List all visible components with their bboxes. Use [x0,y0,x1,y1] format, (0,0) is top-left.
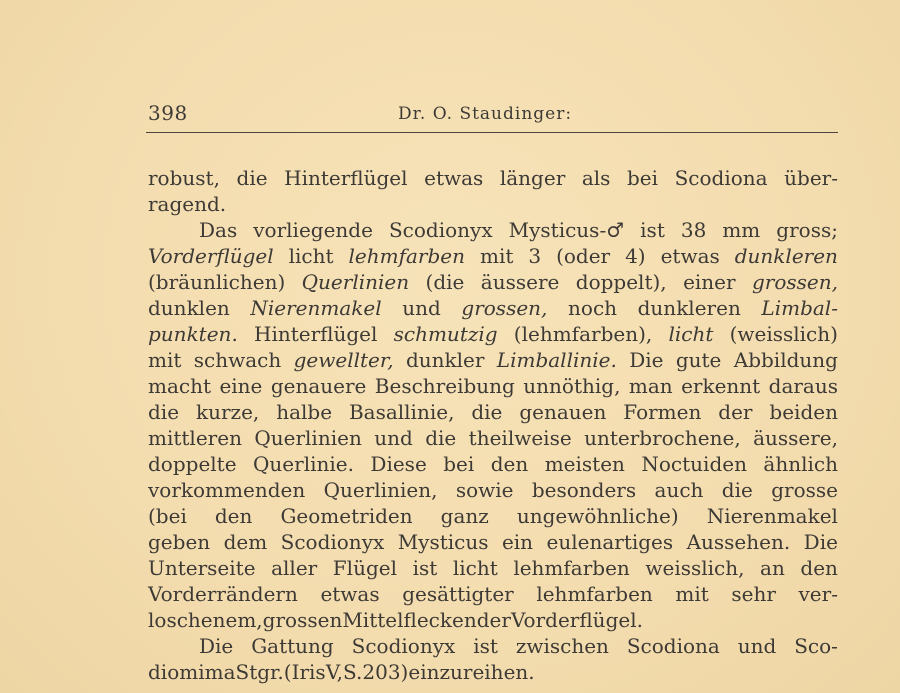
word: Hinterflügel [254,322,378,346]
text-line [148,529,838,555]
word: doppelte [148,452,237,476]
word: Basallinie, [348,400,455,424]
italic-word: schmutzig [393,322,498,346]
word: noch [568,296,618,320]
word: licht [288,244,334,268]
italic-word: Vorderflügel [148,244,274,268]
word: weisslich, [645,556,745,580]
word: mit [675,582,709,606]
word: Das [199,218,238,242]
word: die [236,166,268,190]
word: länger [499,166,566,190]
word: ganz [440,504,489,528]
word: erkennt [681,374,761,398]
word: Gattung [251,634,334,658]
page-header [148,101,838,125]
word: einer [683,270,736,294]
word: etwas [320,582,380,606]
text-line [148,243,838,269]
word: der [718,400,753,424]
word: sowie [455,478,514,502]
word: beiden [769,400,838,424]
word: bei [443,452,475,476]
word: mittleren [148,426,242,450]
word: die [471,400,503,424]
word: Mysticus [397,530,489,554]
word: den [490,452,529,476]
header-rule [146,132,838,133]
word: ist [473,634,498,658]
word: äussere [480,270,560,294]
word: (Iris [283,660,326,684]
word: (weisslich) [729,322,838,346]
word: bei [626,166,659,190]
word: Scodionyx [351,634,456,658]
word: ist [412,556,438,580]
running-head: Dr. O. Staudinger: [398,104,573,124]
word: theilweise [468,426,572,450]
word: vorkommenden [148,478,306,502]
word: sehr [731,582,776,606]
word: (oder [556,244,611,268]
word: gesättigter [402,582,514,606]
word: Sco- [794,634,838,658]
word: Scodiona [674,166,768,190]
page-number: 398 [148,101,188,125]
text-line [148,581,838,607]
word: Noctuiden [641,452,747,476]
italic-word: punkten. [148,322,238,346]
word: dem [223,530,268,554]
italic-word: licht [668,322,714,346]
text-line [148,451,838,477]
text-line [148,295,838,321]
word: die [721,478,753,502]
word: vorliegende [253,218,373,242]
word: aller [271,556,318,580]
word: diomima [148,660,236,684]
text-line [148,217,838,243]
word: ähnlich [763,452,838,476]
word: Vorderrändern [148,582,298,606]
word: meisten [544,452,625,476]
word: eulenartiges [546,530,674,554]
word: die [148,400,180,424]
text-line [148,555,838,581]
word: Abbildung [733,348,838,372]
word: eine [219,374,263,398]
word: äussere, [753,426,838,450]
word: über- [784,166,838,190]
word: mit [479,244,514,268]
word: halbe [276,400,333,424]
italic-word: Limballinie. [496,348,617,372]
italic-word: dunkleren [734,244,838,268]
word: einzureihen. [408,660,535,684]
word: als [581,166,611,190]
word: Formen [623,400,702,424]
word: etwas [424,166,484,190]
word: (die [425,270,465,294]
word: 38 [680,218,707,242]
text-line [148,477,838,503]
word: S. [343,660,363,684]
word: an [760,556,785,580]
word: auch [654,478,704,502]
word: Diese [370,452,427,476]
word: Scodionyx [280,530,385,554]
word: (bräunlichen) [148,270,286,294]
word: Mittelflecken [342,608,477,632]
word: und [374,426,413,450]
word: zwischen [515,634,609,658]
italic-word: gewellter, [293,348,394,372]
word: Scodiona [626,634,720,658]
word: dunkleren [637,296,741,320]
word: unnöthig, [523,374,621,398]
word: robust, [148,166,220,190]
word: Flügel [332,556,397,580]
word: schwach [193,348,282,372]
word: geben [148,530,211,554]
word: Nierenmakel [706,504,838,528]
word: doppelt), [575,270,667,294]
word: Unterseite [148,556,256,580]
word: Querlinien, [323,478,438,502]
word: Die [803,530,838,554]
word: der [476,608,511,632]
word: Die [199,634,234,658]
word: die [425,426,457,450]
word: und [737,634,777,658]
word: kurze, [195,400,260,424]
word: Querlinien [254,426,362,450]
italic-word: Limbal- [761,296,838,320]
word: dunklen [148,296,230,320]
word: dunkler [405,348,485,372]
text-line [148,425,838,451]
word: Die [629,348,664,372]
word: Querlinie. [253,452,354,476]
text-line [148,659,838,685]
body-text [148,165,838,685]
italic-word: Nierenmakel [250,296,382,320]
word: genauen [519,400,607,424]
word: loschenem, [148,608,263,632]
text-line [148,607,838,633]
word: und [402,296,441,320]
word: mm [722,218,761,242]
word: genauere [270,374,367,398]
word: (bei [148,504,187,528]
word: Mysticus-♂ [508,218,625,242]
word: man [628,374,673,398]
word: licht [452,556,498,580]
italic-word: grossen, [461,296,548,320]
word: lehmfarben [513,556,630,580]
text-line [148,191,838,217]
word: ver- [798,582,838,606]
word: grossen [262,608,343,632]
text-line [148,373,838,399]
word: Beschreibung [374,374,515,398]
word: grosse [771,478,838,502]
word: ist [640,218,665,242]
italic-word: lehmfarben [348,244,466,268]
word: V, [325,660,344,684]
word: Geometriden [280,504,413,528]
word: mit [148,348,182,372]
word: den [800,556,838,580]
word: ragend. [148,192,227,216]
word: Hinterflügel [284,166,408,190]
text-line [148,321,838,347]
word: Vorderflügel. [510,608,643,632]
word: daraus [768,374,838,398]
text-line [148,399,838,425]
word: gross; [776,218,838,242]
word: macht [148,374,212,398]
word: 4) [625,244,646,268]
text-line [148,269,838,295]
italic-word: grossen, [751,270,838,294]
word: besonders [531,478,637,502]
word: ungewöhnliche) [516,504,679,528]
word: 3 [528,244,542,268]
word: ein [501,530,534,554]
word: den [214,504,253,528]
word: unterbrochene, [584,426,741,450]
italic-word: Querlinien [301,270,410,294]
word: Aussehen. [686,530,791,554]
word: 203) [362,660,409,684]
word: Stgr. [235,660,284,684]
word: etwas [660,244,720,268]
word: gute [675,348,722,372]
text-line [148,165,838,191]
word: Scodionyx [388,218,493,242]
word: (lehmfarben), [513,322,653,346]
word: lehmfarben [536,582,653,606]
text-line [148,347,838,373]
text-line [148,503,838,529]
text-line [148,633,838,659]
